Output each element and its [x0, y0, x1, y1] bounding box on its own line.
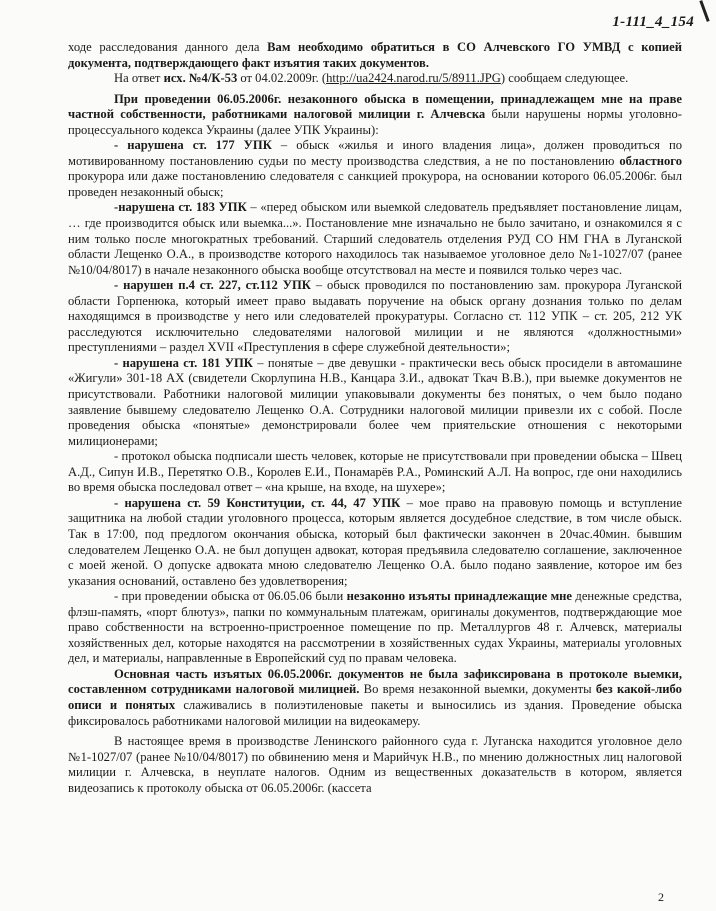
paragraph-3: При проведении 06.05.2006г. незаконного обыска в помещении, принадлежащем мне на праве частной собственности, работниками налоговой милиции г. Алчевска были нарушены нормы уголовно-процессуального кодекса Украины (далее УПК Украины):	[68, 91, 682, 137]
page-number: 2	[658, 890, 664, 904]
reference-link[interactable]: http://ua2424.narod.ru/5/8911.JPG	[326, 71, 501, 86]
paragraph-11: Основная часть изъятых 06.05.2006г. документов не была зафиксирована в протоколе выемки, составленном сотрудниками налоговой милицией. Во время незаконной выемки, документы без какой-либо описи и понятых слаживались в полиэтиленовые пакеты и выносились из здания. Проведение обыска фиксировалось работниками налоговой милиции на видеокамеру.	[68, 666, 682, 728]
paragraph-6: - нарушен п.4 ст. 227, ст.112 УПК – обыск проводился по постановлению зам. прокурора Луганской области Горпенюка, который имеет право выдавать поручение на обыск органу дознания только по делам находящимся в производстве у него или следователей прокуратуры. Согласно ст. 112 УПК – ст. 205, 212 УК расследуются исключительно следователями налоговой милиции и не являются «должностными» преступлениями – раздел XVII «Преступления в сфере служебной деятельности»;	[68, 278, 682, 355]
paragraph-2: На ответ исх. №4/К-53 от 04.02.2009г. (http://ua2424.narod.ru/5/8911.JPG) сообщаем следующее.	[114, 71, 629, 86]
paragraph-7: - нарушена ст. 181 УПК – понятые – две девушки - практически весь обыск просидели в автомашине «Жигули» 301-18 АХ (свидетели Скорлупина Н.В., Канцара З.И., адвокат Ткач В.В.), при выемке документов не присутствовали. Работники налоговой милиции упаковывали документы без понятых, о чем было подано заявление бывшему следователю Лещенко О.А. Сотрудники налоговой милиции привезли их с собой. После проведения обыска «понятые» демонстрировали более чем приятельские отношения с некоторыми милиционерами;	[68, 355, 683, 448]
paragraph-9: - нарушена ст. 59 Конституции, ст. 44, 47 УПК – мое право на правовую помощь и вступление защитника на любой стадии уголовного процесса, которым является досудебное следствие, в том числе обыск. Так в 17:00, под предлогом окончания обыска, который был фактически закончен в 20час.40мин. бывшим следователем Лещенко О.А. не был допущен адвокат, которая предъявила следователю соглашение, заключенное с моей женой. О допуске адвоката мною следователю Лещенко О.А. было подано заявление, которое им без указания оснований, оставлено без удовлетворения;	[68, 495, 682, 588]
document-body	[68, 40, 682, 796]
paragraph-5: -нарушена ст. 183 УПК – «перед обыском или выемкой следователь предъявляет постановление лицам, … где производится обыск или выемка...». Постановление мне изначально не было зачитано, и ознакомился я с ним только после многократных требований. Старший следователь отделения РУД СО НМ ГНА в Луганской области Лещенко О.А., в производстве которого находилось так называемое уголовное дело №1-1027/07 (ранее №10/04/8017) в начале незаконного обыска вообще отсутствовал на месте и появился только через час.	[68, 200, 682, 277]
paragraph-4: - нарушена ст. 177 УПК – обыск «жилья и иного владения лица», должен проводиться по мотивированному постановлению судьи по месту производства следствия, а не по постановлению областного прокурора или даже постановлению следователя с санкцией прокурора, на основании которого 06.05.2006г. был проведен незаконный обыск;	[68, 138, 682, 199]
paragraph-10: - при проведении обыска от 06.05.06 были незаконно изъяты принадлежащие мне денежные средства, флэш-память, «порт блютуз», папки по коммунальным платежам, оригиналы документов, подтверждающие мое право собственности на встроенно-пристроенное помещение по пр. Металлургов 48 г. Алчевск, материалы хозяйственных дел, которые находятся на рассмотрении в хозяйственных судах Украины, материалы уголовных дел, и материалы, направленные в Европейский суд по правам человека.	[68, 589, 683, 666]
document-id: 1-111_4_154	[612, 14, 694, 30]
paragraph-8: - протокол обыска подписали шесть человек, которые не присутствовали при проведении обыска – Швец А.Д., Сипун И.В., Перетятко О.В., Королев Е.И., Понамарёв Р.А., Роминский А.Л. На вопрос, где они находились во время обыска последовал ответ – «на крыше, на входе, на шухере»;	[68, 449, 682, 495]
paragraph-12: В настоящее время в производстве Ленинского районного суда г. Луганска находится уголовное дело №1-1027/07 (ранее №10/04/8017) по обвинению меня и Марийчук Н.В., по мнению должностных лиц налоговой милиции г. Алчевска, в неуплате налогов. Одним из вещественных доказательств в котором, является видеозапись к протоколу обыска от 06.05.2006г. (кассета	[68, 734, 682, 795]
paragraph-1: ходе расследования данного дела Вам необходимо обратиться в СО Алчевского ГО УМВД с копией документа, подтверждающего факт изъятия таких документов.	[68, 40, 682, 70]
corner-mark	[699, 0, 709, 22]
